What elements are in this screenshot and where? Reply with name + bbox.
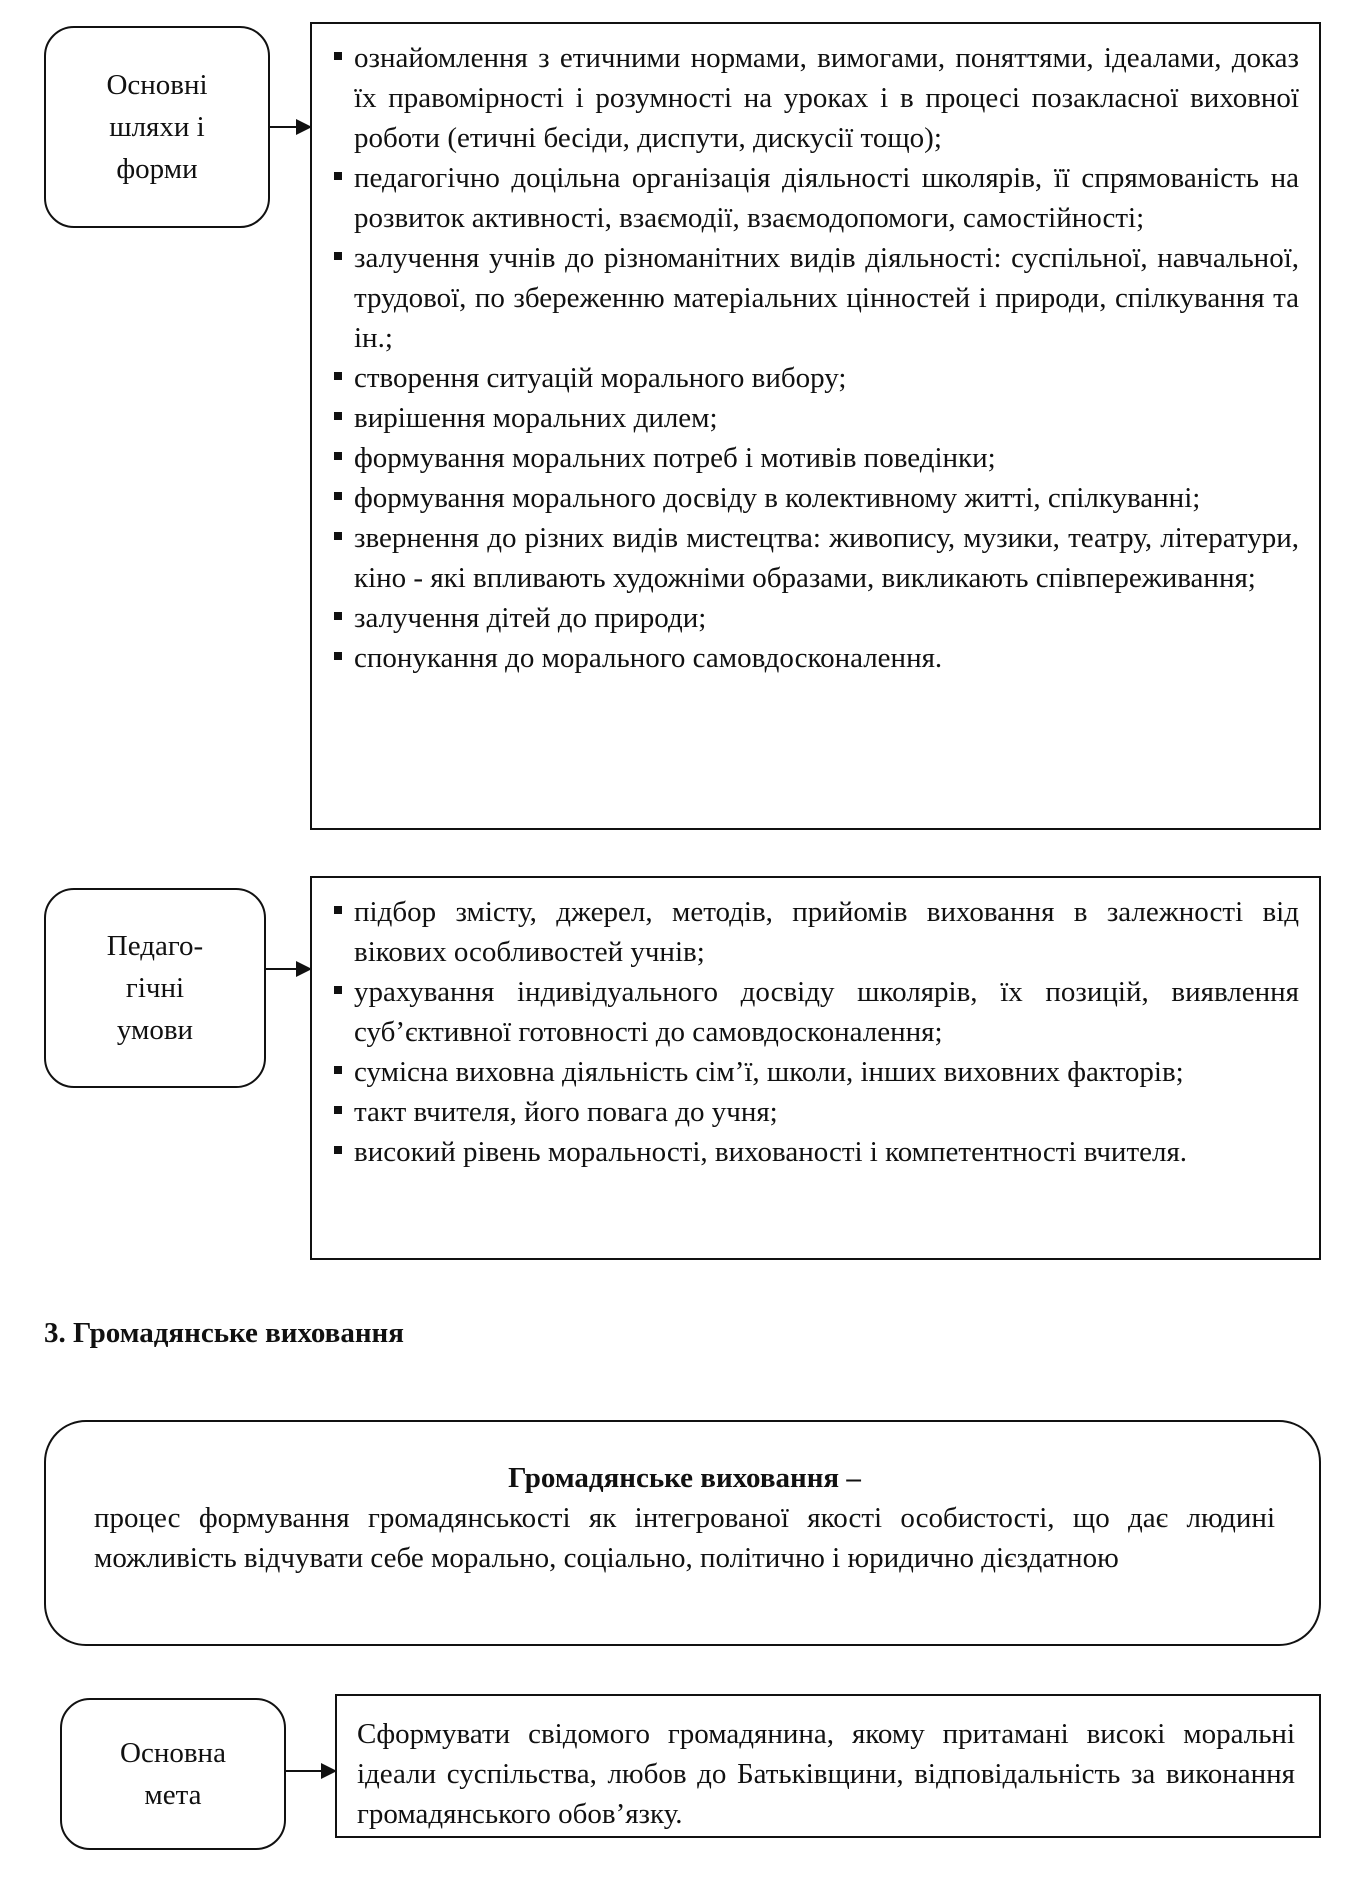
list-item: педагогічно доцільна організація діяльності школярів, її спрямованість на розвиток активності, взаємодії, взаємодопомоги, самостійності;	[330, 158, 1299, 238]
list-item: такт вчителя, його повага до учня;	[330, 1092, 1299, 1132]
pedagogical-conditions-list-box	[310, 876, 1321, 1260]
pedagogical-conditions-label-line: гічні	[125, 972, 185, 1004]
ways-forms-list-box	[310, 22, 1321, 830]
main-goal-label-line: Основна	[120, 1737, 226, 1769]
pedagogical-conditions-label-line: Педаго-	[106, 930, 204, 962]
list-item: високий рівень моральності, вихованості і компетентності вчителя.	[330, 1132, 1299, 1172]
list-item: формування моральних потреб і мотивів поведінки;	[330, 438, 1299, 478]
ways-forms-label-box	[44, 26, 270, 228]
main-goal-text-box	[335, 1694, 1321, 1838]
list-item: урахування індивідуального досвіду школярів, їх позицій, виявлення суб’єктивної готовності до самовдосконалення;	[330, 972, 1299, 1052]
main-goal-label	[120, 1732, 226, 1816]
ways-forms-arrow	[270, 126, 310, 128]
list-item: звернення до різних видів мистецтва: живопису, музики, театру, літератури, кіно - які впливають художніми образами, викликають співпереживання;	[330, 518, 1299, 598]
pedagogical-conditions-label	[107, 925, 203, 1051]
pedagogical-conditions-list	[330, 892, 1299, 1172]
main-goal-text: Сформувати свідомого громадянина, якому притамані високі моральні ідеали суспільства, любов до Батьківщини, відповідальність за виконання громадянського обов’язку.	[357, 1718, 1295, 1830]
main-goal-label-line: мета	[144, 1779, 202, 1811]
list-item: вирішення моральних дилем;	[330, 398, 1299, 438]
list-item: спонукання до морального самовдосконалення.	[330, 638, 1299, 678]
pedagogical-conditions-label-box	[44, 888, 266, 1088]
definition-box	[44, 1420, 1321, 1646]
list-item: сумісна виховна діяльність сім’ї, школи, інших виховних факторів;	[330, 1052, 1299, 1092]
ways-forms-label-line: шляхи і	[109, 111, 205, 143]
main-goal-label-box	[60, 1698, 286, 1850]
ways-forms-label-line: форми	[116, 153, 198, 185]
pedagogical-conditions-label-line: умови	[116, 1014, 194, 1046]
list-item: залучення учнів до різноманітних видів діяльності: суспільної, навчальної, трудової, по збереженню матеріальних цінностей і природи, спілкування та ін.;	[330, 238, 1299, 358]
ways-forms-label	[106, 64, 207, 190]
list-item: підбор змісту, джерел, методів, прийомів виховання в залежності від вікових особливостей учнів;	[330, 892, 1299, 972]
definition-title: Громадянське виховання –	[508, 1462, 861, 1494]
list-item: створення ситуацій морального вибору;	[330, 358, 1299, 398]
definition-text: процес формування громадянськості як інтегрованої якості особистості, що дає людині можливість відчувати себе морально, соціально, політично і юридично дієздатною	[94, 1502, 1275, 1574]
list-item: залучення дітей до природи;	[330, 598, 1299, 638]
list-item: формування морального досвіду в колективному житті, спілкуванні;	[330, 478, 1299, 518]
main-goal-arrow	[286, 1770, 335, 1772]
ways-forms-label-line: Основні	[106, 69, 208, 101]
ways-forms-list	[330, 38, 1299, 678]
list-item: ознайомлення з етичними нормами, вимогами, поняттями, ідеалами, доказ їх правомірності і розумності на уроках і в процесі позакласної виховної роботи (етичні бесіди, диспути, дискусії тощо);	[330, 38, 1299, 158]
section-heading: 3. Громадянське виховання	[44, 1317, 404, 1349]
pedagogical-conditions-arrow	[266, 968, 310, 970]
